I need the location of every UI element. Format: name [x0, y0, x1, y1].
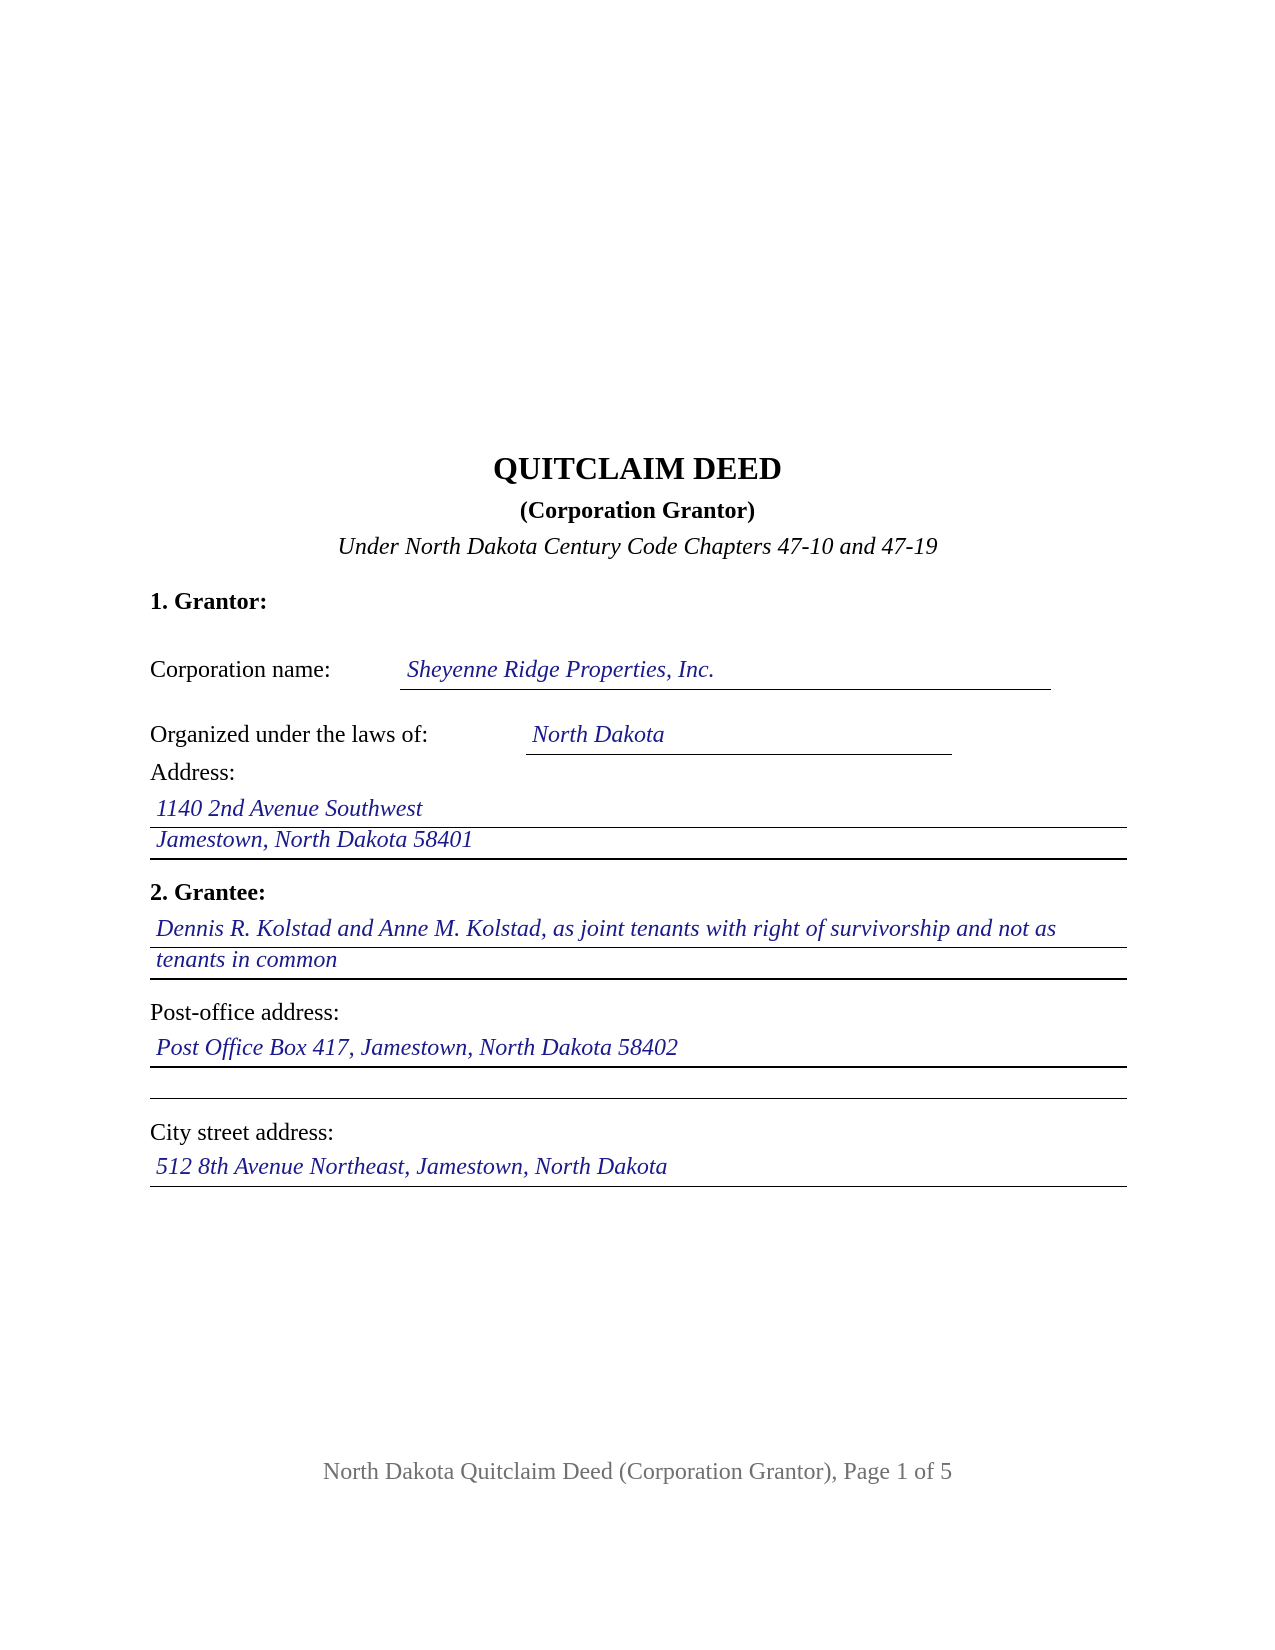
document-title: QUITCLAIM DEED [493, 450, 782, 486]
grantor-address-line2-field[interactable]: Jamestown, North Dakota 58401 [156, 827, 474, 853]
organized-under-underline [526, 754, 952, 755]
post-office-address-extra-line[interactable] [150, 1098, 1127, 1099]
organized-under-field[interactable]: North Dakota [532, 722, 665, 748]
organized-under-label: Organized under the laws of: [150, 722, 429, 748]
grantor-heading: 1. Grantor: [150, 589, 268, 615]
grantor-address-line1-field[interactable]: 1140 2nd Avenue Southwest [156, 796, 423, 822]
grantor-address-line2-underline [150, 858, 1127, 860]
page-footer: North Dakota Quitclaim Deed (Corporation Grantor), Page 1 of 5 [322, 1459, 953, 1485]
post-office-address-underline [150, 1066, 1127, 1068]
grantee-name-line2-underline [150, 978, 1127, 980]
city-street-address-underline [150, 1186, 1127, 1187]
grantee-name-line2-field[interactable]: tenants in common [156, 947, 338, 973]
post-office-address-field[interactable]: Post Office Box 417, Jamestown, North Dakota 58402 [156, 1035, 678, 1061]
corporation-name-field[interactable]: Sheyenne Ridge Properties, Inc. [407, 657, 715, 683]
post-office-address-label: Post-office address: [150, 1000, 340, 1026]
city-street-address-label: City street address: [150, 1120, 334, 1146]
grantor-address-label: Address: [150, 760, 236, 786]
document-subtitle: (Corporation Grantor) [519, 498, 756, 524]
corporation-name-underline [400, 689, 1051, 690]
grantee-heading: 2. Grantee: [150, 880, 266, 906]
grantee-name-line1-field[interactable]: Dennis R. Kolstad and Anne M. Kolstad, as joint tenants with right of survivorship and not as [156, 916, 1057, 942]
city-street-address-field[interactable]: 512 8th Avenue Northeast, Jamestown, North Dakota [156, 1154, 668, 1180]
corporation-name-label: Corporation name: [150, 657, 331, 683]
statute-reference: Under North Dakota Century Code Chapters 47-10 and 47-19 [337, 534, 938, 560]
